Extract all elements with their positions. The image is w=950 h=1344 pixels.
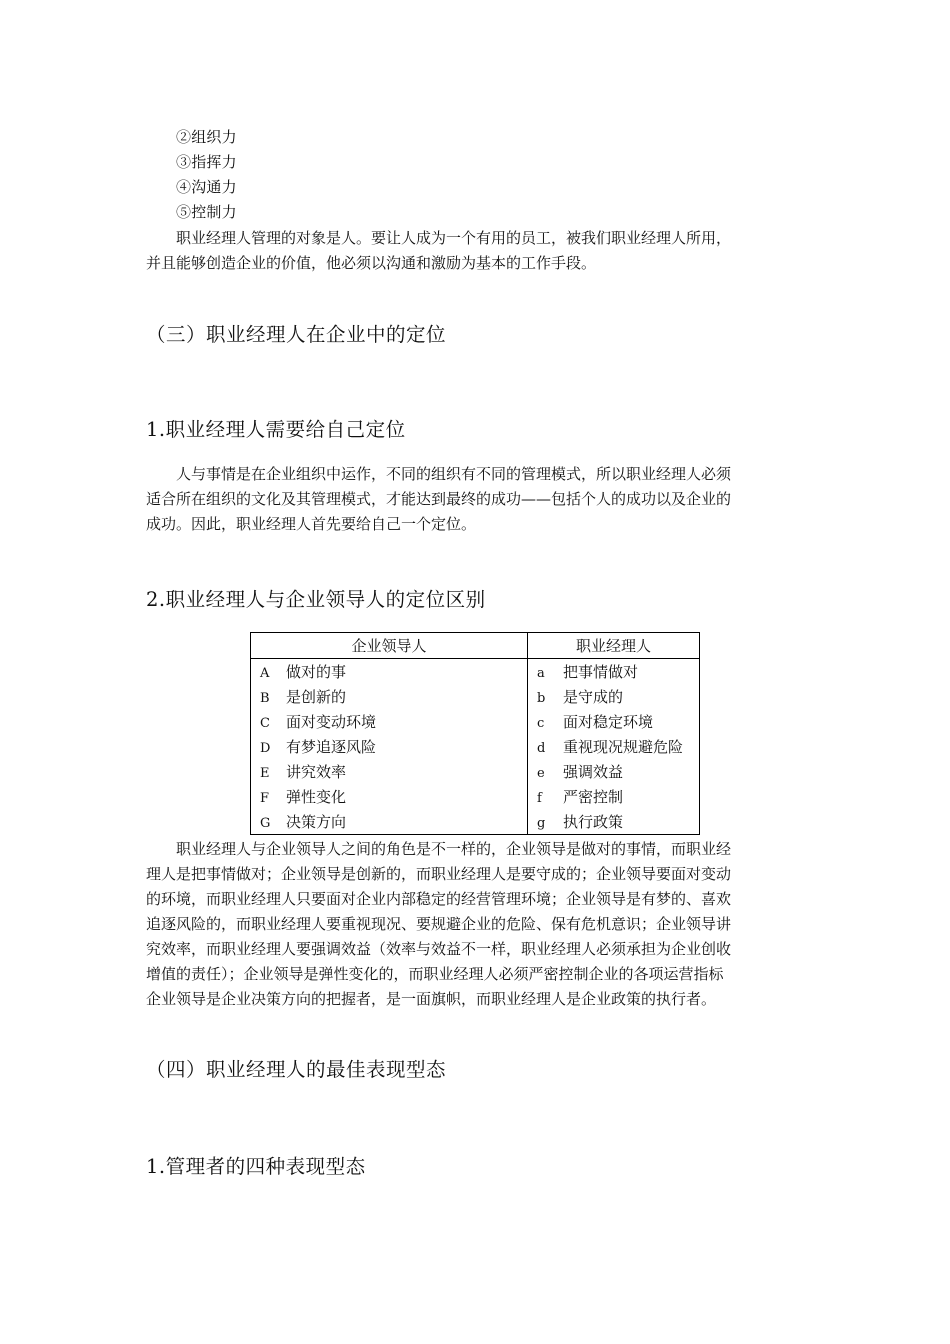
subsection-heading-2: 2.职业经理人与企业领导人的定位区别 [146, 588, 486, 611]
leader-cell [251, 734, 528, 759]
item-text: 严密控制 [563, 788, 624, 806]
table-row [251, 684, 700, 709]
positioning-paragraph [146, 462, 808, 537]
table-header-row [251, 633, 700, 659]
paragraph-line: 人与事情是在企业组织中运作，不同的组织有不同的管理模式，所以职业经理人必须 [176, 465, 732, 483]
subsection-heading-4-1: 1.管理者的四种表现型态 [146, 1155, 366, 1178]
item-text: 执行政策 [563, 813, 624, 831]
item-letter: C [260, 716, 270, 731]
paragraph-line: 的环境，而职业经理人只要面对企业内部稳定的经营管理环境；企业领导是有梦的、喜欢 [146, 890, 732, 908]
item-letter: d [537, 741, 546, 756]
item-text: 面对变动环境 [286, 713, 377, 731]
item-text: 做对的事 [286, 663, 347, 681]
manager-cell [528, 759, 700, 784]
manager-cell [528, 659, 700, 685]
paragraph-line: 成功。因此，职业经理人首先要给自己一个定位。 [146, 515, 477, 533]
item-text: 有梦追逐风险 [286, 738, 377, 756]
paragraph-line: 职业经理人与企业领导人之间的角色是不一样的，企业领导是做对的事情，而职业经 [176, 840, 732, 858]
paragraph-line: 理人是把事情做对；企业领导是创新的，而职业经理人是要守成的；企业领导要面对变动 [146, 865, 732, 883]
paragraph-line: 追逐风险的，而职业经理人要重视现况、要规避企业的危险、保有危机意识；企业领导讲 [146, 915, 732, 933]
leader-cell [251, 809, 528, 835]
paragraph-line: 职业经理人管理的对象是人。要让人成为一个有用的员工，被我们职业经理人所用， [176, 229, 732, 247]
intro-paragraph [146, 226, 808, 276]
item-letter: e [537, 766, 545, 781]
manager-cell [528, 734, 700, 759]
item-letter: g [537, 816, 546, 831]
column-header-manager: 职业经理人 [528, 633, 700, 659]
leader-cell [251, 784, 528, 809]
item-text: 面对稳定环境 [563, 713, 654, 731]
manager-cell [528, 784, 700, 809]
item-text: 是守成的 [563, 688, 624, 706]
item-letter: A [260, 666, 270, 681]
item-letter: G [260, 816, 271, 831]
paragraph-line: 企业领导是企业决策方向的把握者，是一面旗帜，而职业经理人是企业政策的执行者。 [146, 990, 717, 1008]
table-row [251, 734, 700, 759]
table-row [251, 759, 700, 784]
item-letter: b [537, 691, 546, 706]
item-letter: D [260, 741, 271, 756]
list-item-command: ③指挥力 [176, 153, 237, 171]
paragraph-line: 并且能够创造企业的价值，他必须以沟通和激励为基本的工作手段。 [146, 254, 597, 272]
list-item-communication: ④沟通力 [176, 178, 237, 196]
section-heading-4: （四）职业经理人的最佳表现型态 [146, 1058, 447, 1081]
subsection-heading-1: 1.职业经理人需要给自己定位 [146, 418, 406, 441]
item-text: 把事情做对 [563, 663, 639, 681]
manager-cell [528, 684, 700, 709]
item-letter: c [537, 716, 545, 731]
item-text: 弹性变化 [286, 788, 347, 806]
paragraph-line: 究效率，而职业经理人要强调效益（效率与效益不一样，职业经理人必须承担为企业创收 [146, 940, 732, 958]
item-text: 决策方向 [286, 813, 347, 831]
table-row [251, 659, 700, 685]
item-letter: B [260, 691, 270, 706]
leader-cell [251, 759, 528, 784]
item-text: 是创新的 [286, 688, 347, 706]
comparison-table [250, 632, 700, 835]
item-letter: E [260, 766, 270, 781]
section-heading-3: （三）职业经理人在企业中的定位 [146, 323, 447, 346]
manager-cell [528, 809, 700, 835]
item-letter: a [537, 666, 545, 681]
comparison-paragraph [146, 837, 808, 1012]
leader-cell [251, 684, 528, 709]
list-item-control: ⑤控制力 [176, 203, 237, 221]
leader-cell [251, 659, 528, 685]
leader-cell [251, 709, 528, 734]
table-row [251, 709, 700, 734]
list-item-organization: ②组织力 [176, 128, 237, 146]
manager-cell [528, 709, 700, 734]
column-header-leader: 企业领导人 [251, 633, 528, 659]
item-text: 讲究效率 [286, 763, 347, 781]
item-letter: F [260, 791, 270, 806]
paragraph-line: 增值的责任）；企业领导是弹性变化的，而职业经理人必须严密控制企业的各项运营指标 [146, 965, 724, 983]
item-text: 重视现况规避危险 [563, 738, 684, 756]
paragraph-line: 适合所在组织的文化及其管理模式，才能达到最终的成功——包括个人的成功以及企业的 [146, 490, 732, 508]
item-letter: f [537, 791, 542, 806]
table-row [251, 784, 700, 809]
item-text: 强调效益 [563, 763, 624, 781]
table-row [251, 809, 700, 835]
